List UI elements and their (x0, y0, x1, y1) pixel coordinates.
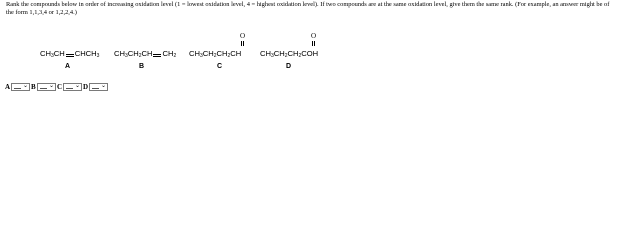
answer-d-dropdown[interactable] (89, 83, 108, 91)
answer-d-value (92, 88, 99, 89)
compound-d-formula: $CH_3CH_2CH_2COH$ (260, 49, 319, 59)
answer-c-dropdown[interactable] (63, 83, 82, 91)
answer-a-value (14, 88, 21, 89)
compound-d-carbonyl-oxygen: O (311, 32, 317, 40)
compound-c-double-bond (241, 41, 244, 46)
compound-c-carbonyl-oxygen: O (240, 32, 246, 40)
chevron-down-icon: ⌄ (74, 82, 80, 89)
compound-b-label: B (139, 63, 145, 70)
answer-c-value (66, 88, 73, 89)
compound-d-label: D (286, 63, 292, 70)
compound-a-label: A (65, 63, 71, 70)
compound-d-double-bond (312, 41, 315, 46)
compound-c-formula: $CH_3CH_2CH_2CH$ (189, 49, 242, 59)
answer-d-letter: D (83, 83, 89, 91)
question-instructions: Rank the compounds below in order of increasing oxidation level (1 = lowest oxidation level, 4 = highest oxidation level). If two compounds are at the same oxidation level, give them the same rank. (For example, an answer might be of the form 1,1,3,4 or 1,2,2,4.) (6, 1, 610, 16)
answer-c-letter: C (57, 83, 63, 91)
chevron-down-icon: ⌄ (22, 82, 28, 89)
compound-c-label: C (217, 63, 223, 70)
answer-b-letter: B (31, 83, 36, 91)
answer-b-value (40, 88, 47, 89)
compound-b-formula: $CH_3CH_2CH$ $CH_2$ (114, 49, 177, 59)
chevron-down-icon: ⌄ (100, 82, 106, 89)
answer-a-letter: A (5, 83, 11, 91)
answer-a-dropdown[interactable] (11, 83, 30, 91)
answer-b-dropdown[interactable] (37, 83, 56, 91)
chevron-down-icon: ⌄ (48, 82, 54, 89)
compound-a-formula: $CH_3CH$ $CHCH_3$ (40, 49, 100, 59)
